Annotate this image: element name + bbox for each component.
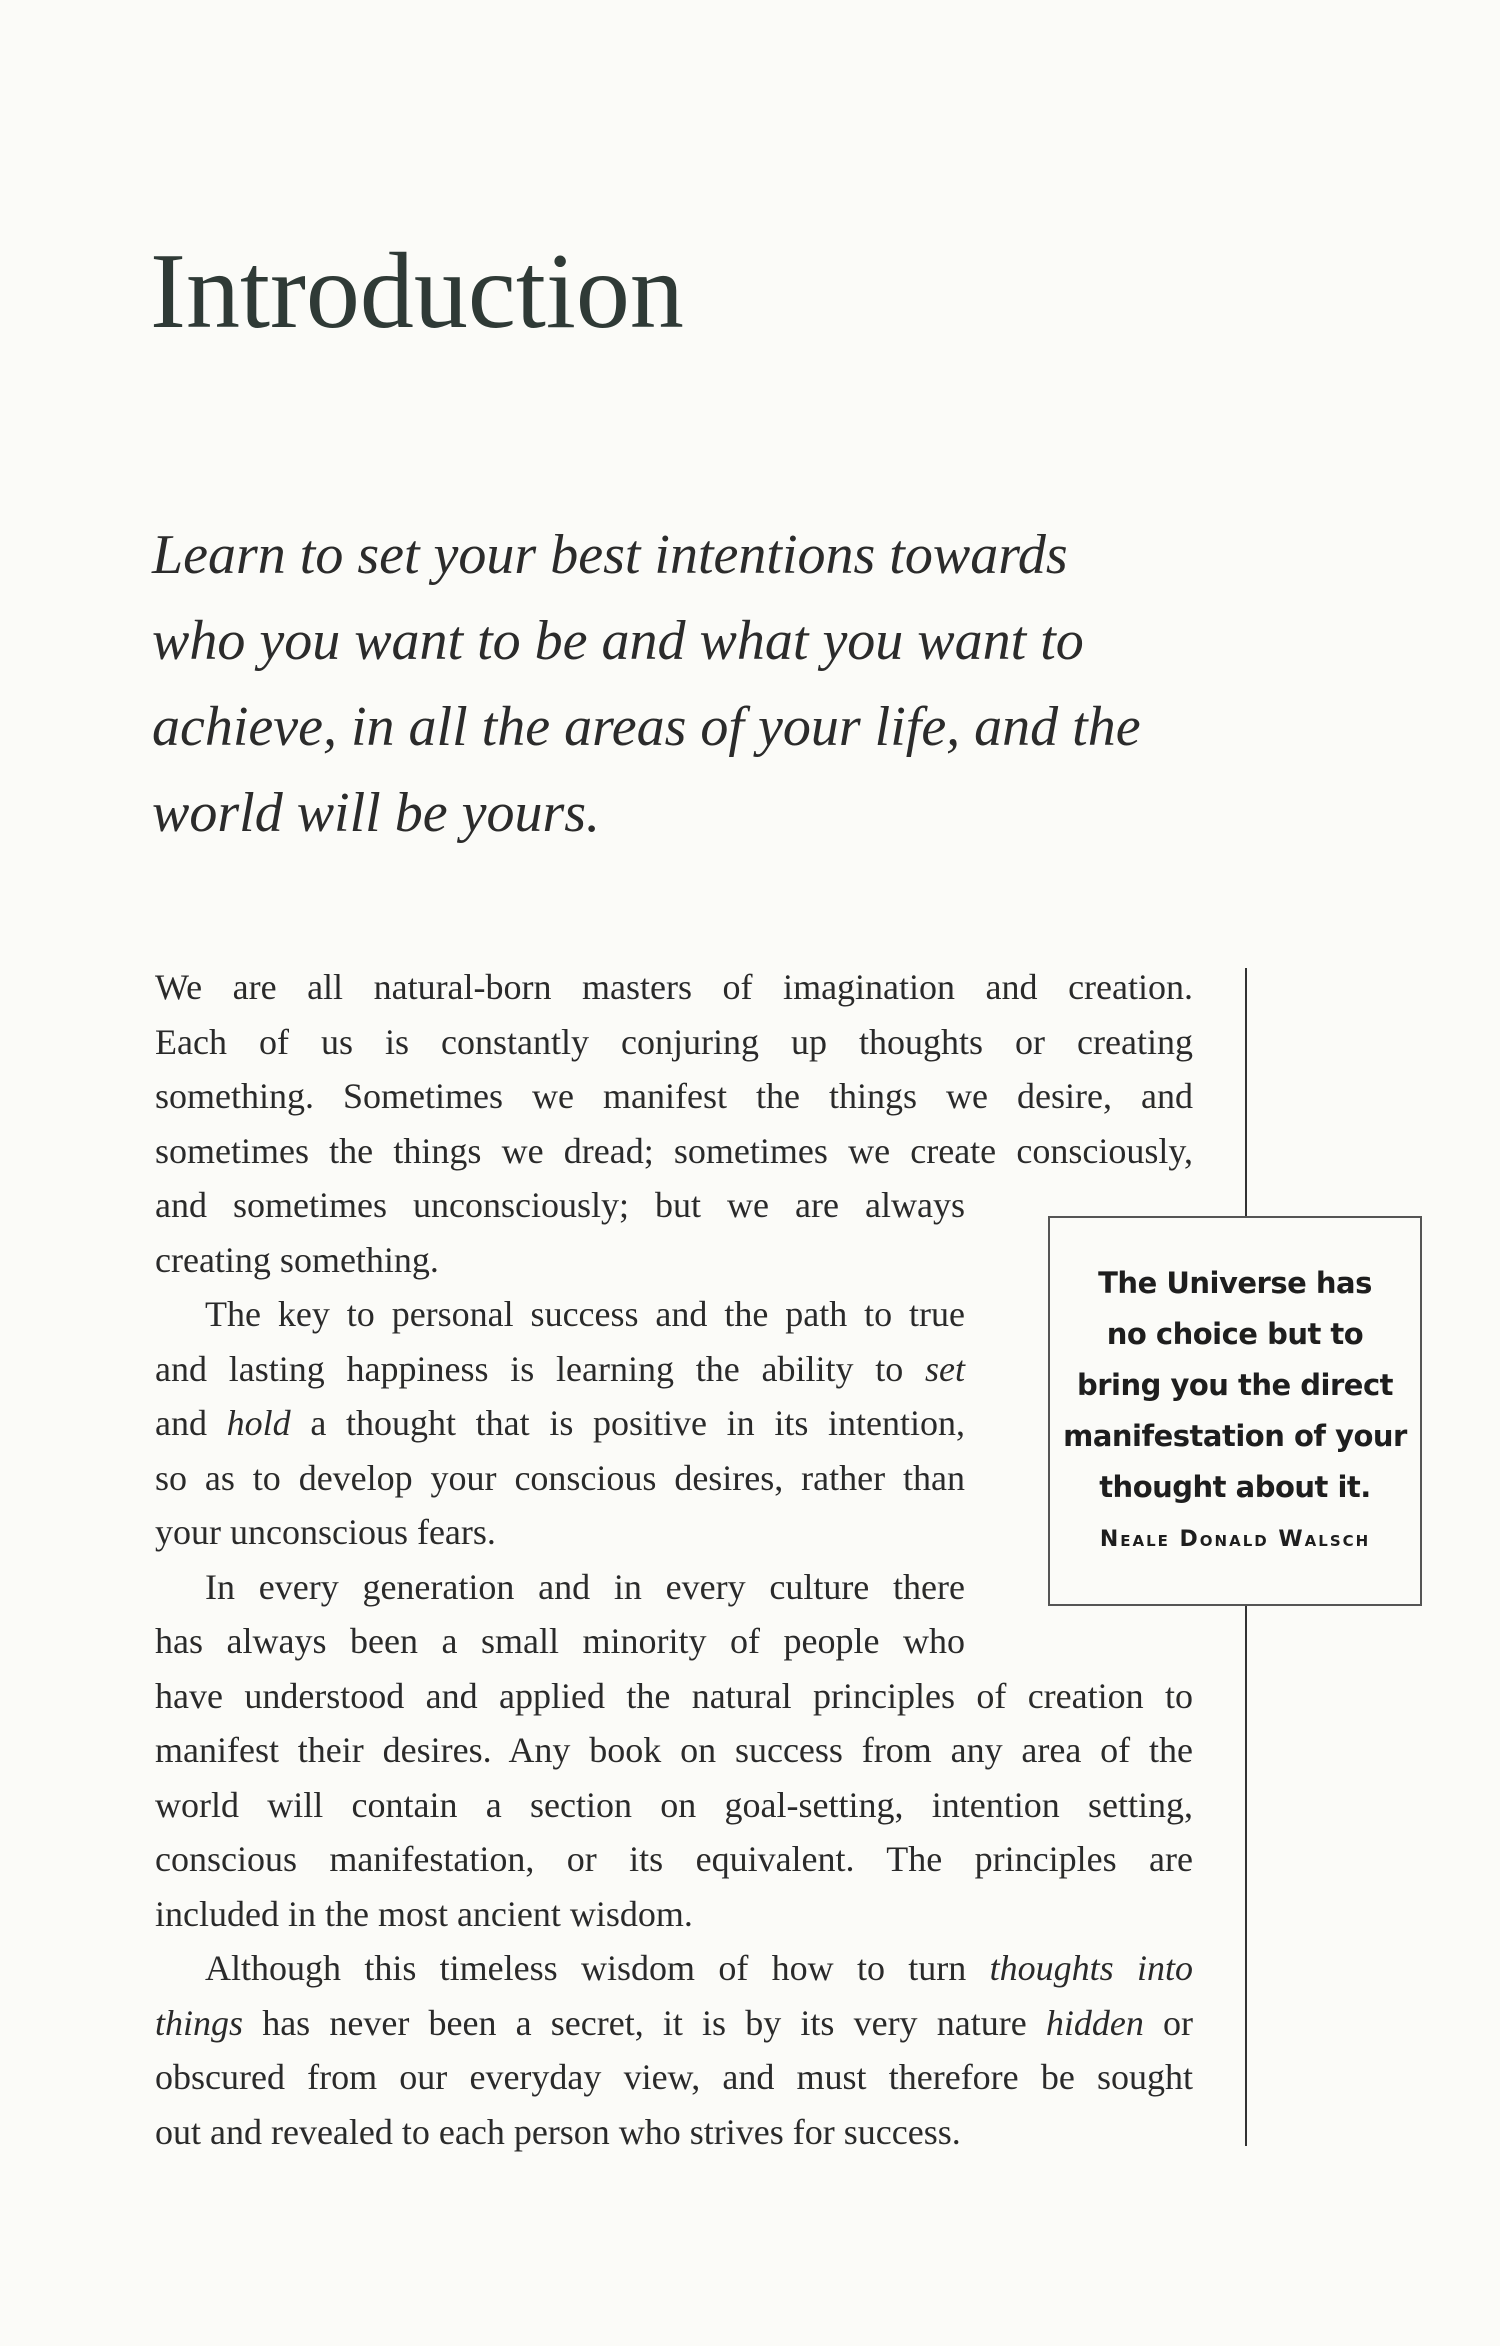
body-text-run: Although this timeless wisdom of how to turn (205, 1948, 967, 1988)
body-line: Each of us is constantly conjuring up thoughts or creating (155, 1021, 1193, 1062)
body-line: The key to personal success and the path to true (205, 1294, 965, 1334)
margin-rule-bottom (1245, 1606, 1247, 2146)
body-text-run: and (155, 1403, 207, 1443)
body-line (155, 1996, 1193, 2051)
body-text-run: or (1163, 2002, 1194, 2043)
epigraph-line: achieve, in all the areas of your life, and the (152, 696, 1141, 758)
quote-line: manifestation of your (1063, 1419, 1407, 1453)
body-text (155, 960, 1193, 2159)
epigraph-line: world will be yours. (152, 782, 601, 844)
quote-attribution: Neale Donald Walsch (1099, 1527, 1371, 1552)
page-title: Introduction (150, 232, 684, 351)
quote-line: thought about it. (1099, 1470, 1371, 1504)
body-line (155, 1941, 1193, 1996)
body-line: so as to develop your conscious desires, rather than (155, 1457, 965, 1498)
quote-line: no choice but to (1106, 1317, 1364, 1351)
body-line: In every generation and in every culture there (205, 1566, 965, 1607)
body-text-run: a thought that is positive in its intention, (310, 1403, 965, 1443)
quote-line: The Universe has (1098, 1266, 1372, 1300)
body-line: We are all natural-born masters of imagination and creation. (155, 967, 1193, 1007)
body-line: out and revealed to each person who strives for success. (155, 2111, 961, 2152)
emphasis: set (925, 1348, 965, 1389)
body-line: your unconscious fears. (155, 1512, 496, 1552)
body-line: has always been a small minority of people who (155, 1621, 965, 1661)
emphasis: things (155, 2002, 244, 2043)
epigraph-line: who you want to be and what you want to (152, 610, 1084, 672)
epigraph (152, 512, 1252, 856)
epigraph-line: Learn to set your best intentions towards (152, 524, 1068, 586)
body-text-run: and lasting happiness is learning the ability to (155, 1348, 904, 1389)
body-line: something. Sometimes we manifest the things we desire, and (155, 1076, 1193, 1116)
body-line: obscured from our everyday view, and must therefore be sought (155, 2057, 1193, 2097)
quote-line: bring you the direct (1076, 1368, 1394, 1402)
body-line: creating something. (155, 1239, 439, 1280)
body-line (155, 1396, 965, 1451)
body-line: conscious manifestation, or its equivalent. The principles are (155, 1839, 1193, 1879)
body-line: world will contain a section on goal-setting, intention setting, (155, 1784, 1193, 1825)
emphasis: hold (226, 1403, 291, 1443)
body-text-run: has never been a secret, it is by its very nature (262, 2002, 1027, 2043)
body-line: have understood and applied the natural principles of creation to (155, 1675, 1193, 1716)
margin-rule-top (1245, 968, 1247, 1216)
emphasis: thoughts into (989, 1948, 1194, 1988)
emphasis: hidden (1045, 2002, 1144, 2043)
body-line: sometimes the things we dread; sometimes we create consciously, (155, 1130, 1193, 1171)
body-line (155, 1342, 965, 1397)
body-line: manifest their desires. Any book on success from any area of the (155, 1730, 1193, 1770)
body-line: and sometimes unconsciously; but we are always (155, 1185, 965, 1225)
body-line: included in the most ancient wisdom. (155, 1893, 693, 1934)
